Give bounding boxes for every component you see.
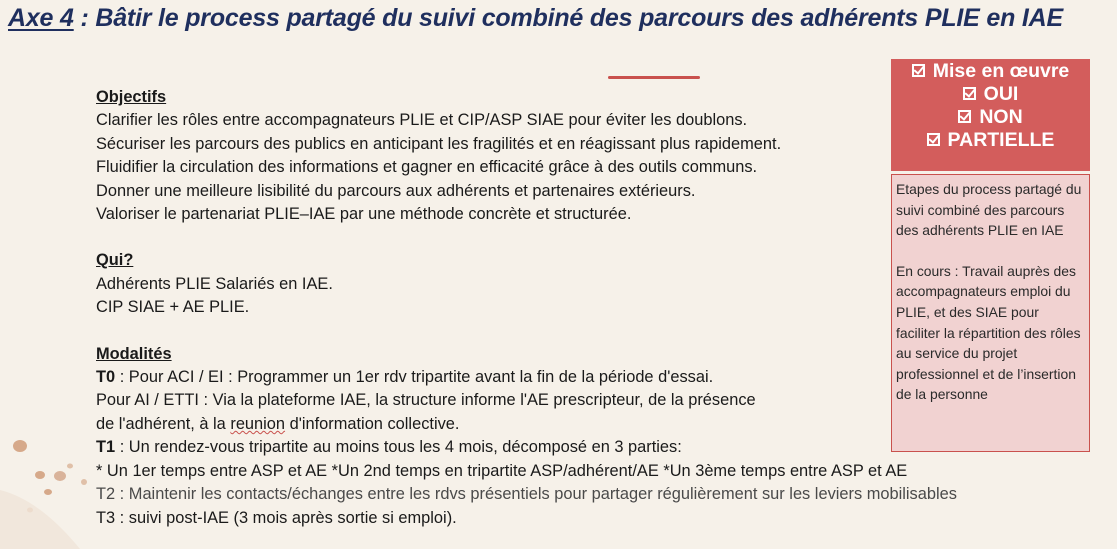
status-row xyxy=(891,106,1090,129)
status-label: NON xyxy=(979,106,1023,128)
modalites-heading: Modalités xyxy=(96,344,172,363)
objectifs-heading: Objectifs xyxy=(96,88,167,106)
t0-label: T0 xyxy=(96,368,116,387)
accent-divider xyxy=(608,76,700,79)
checkbox-checked-icon xyxy=(958,110,971,123)
t0-line-3-a: de l'adhérent, à la xyxy=(96,414,231,433)
status-label: PARTIELLE xyxy=(947,129,1055,151)
t1-detail: * Un 1er temps entre ASP et AE *Un 2nd temps en tripartite ASP/adhérent/AE *Un 3ème temps entre ASP et AE xyxy=(96,461,908,480)
t1-text: : Un rendez-vous tripartite au moins tous les 4 mois, décomposé en 3 parties: xyxy=(115,438,682,457)
status-label: Mise en œuvre xyxy=(932,60,1070,82)
status-row xyxy=(891,129,1090,152)
status-box xyxy=(891,59,1090,171)
checkbox-checked-icon xyxy=(912,64,925,77)
t0-line-3-b: d'information collective. xyxy=(285,414,460,433)
t0-text: : Pour ACI / EI : Programmer un 1er rdv tripartite avant la fin de la période d'essai. xyxy=(115,368,714,387)
objectif-item: Valoriser le partenariat PLIE–IAE par une méthode concrète et structurée. xyxy=(96,205,632,224)
t2-line: T2 : Maintenir les contacts/échanges entre les rdvs présentiels pour partager régulièrement sur les leviers mobilisables xyxy=(96,485,957,504)
axe-label: Axe 4 xyxy=(8,4,74,32)
objectif-item: Clarifier les rôles entre accompagnateurs PLIE et CIP/ASP SIAE pour éviter les doublons. xyxy=(96,111,748,130)
t3-line: T3 : suivi post-IAE (3 mois après sortie si emploi). xyxy=(96,508,457,527)
info-paragraph-1: Etapes du process partagé du suivi combiné des parcours des adhérents PLIE en IAE xyxy=(896,181,1082,239)
qui-item: CIP SIAE + AE PLIE. xyxy=(96,298,250,317)
status-row xyxy=(891,83,1090,106)
title-text: : Bâtir le process partagé du suivi combiné des parcours des adhérents PLIE en IAE xyxy=(73,4,1063,32)
objectif-item: Donner une meilleure lisibilité du parcours aux adhérents et partenaires extérieurs. xyxy=(96,181,696,200)
page-title xyxy=(8,4,1063,33)
qui-item: Adhérents PLIE Salariés en IAE. xyxy=(96,274,333,293)
checkbox-checked-icon xyxy=(927,133,940,146)
decorative-dots xyxy=(0,430,120,549)
spellcheck-word: reunion xyxy=(230,414,286,433)
qui-heading: Qui? xyxy=(96,251,134,270)
status-row xyxy=(891,60,1090,83)
objectif-item: Sécuriser les parcours des publics en anticipant les fragilités et en réagissant plus rapidement. xyxy=(96,134,782,153)
objectif-item: Fluidifier la circulation des informations et gagner en efficacité grâce à des outils communs. xyxy=(96,158,758,177)
t0-line-2: Pour AI / ETTI : Via la plateforme IAE, la structure informe l'AE prescripteur, de la présence xyxy=(96,391,756,410)
t1-label: T1 xyxy=(96,438,116,457)
checkbox-checked-icon xyxy=(963,87,976,100)
info-paragraph-2: En cours : Travail auprès des accompagnateurs emploi du PLIE, et des SIAE pour faciliter la répartition des rôles au service du projet professionnel et de l’insertion de la personne xyxy=(896,262,1081,403)
info-box xyxy=(891,174,1090,452)
status-label: OUI xyxy=(983,83,1019,105)
